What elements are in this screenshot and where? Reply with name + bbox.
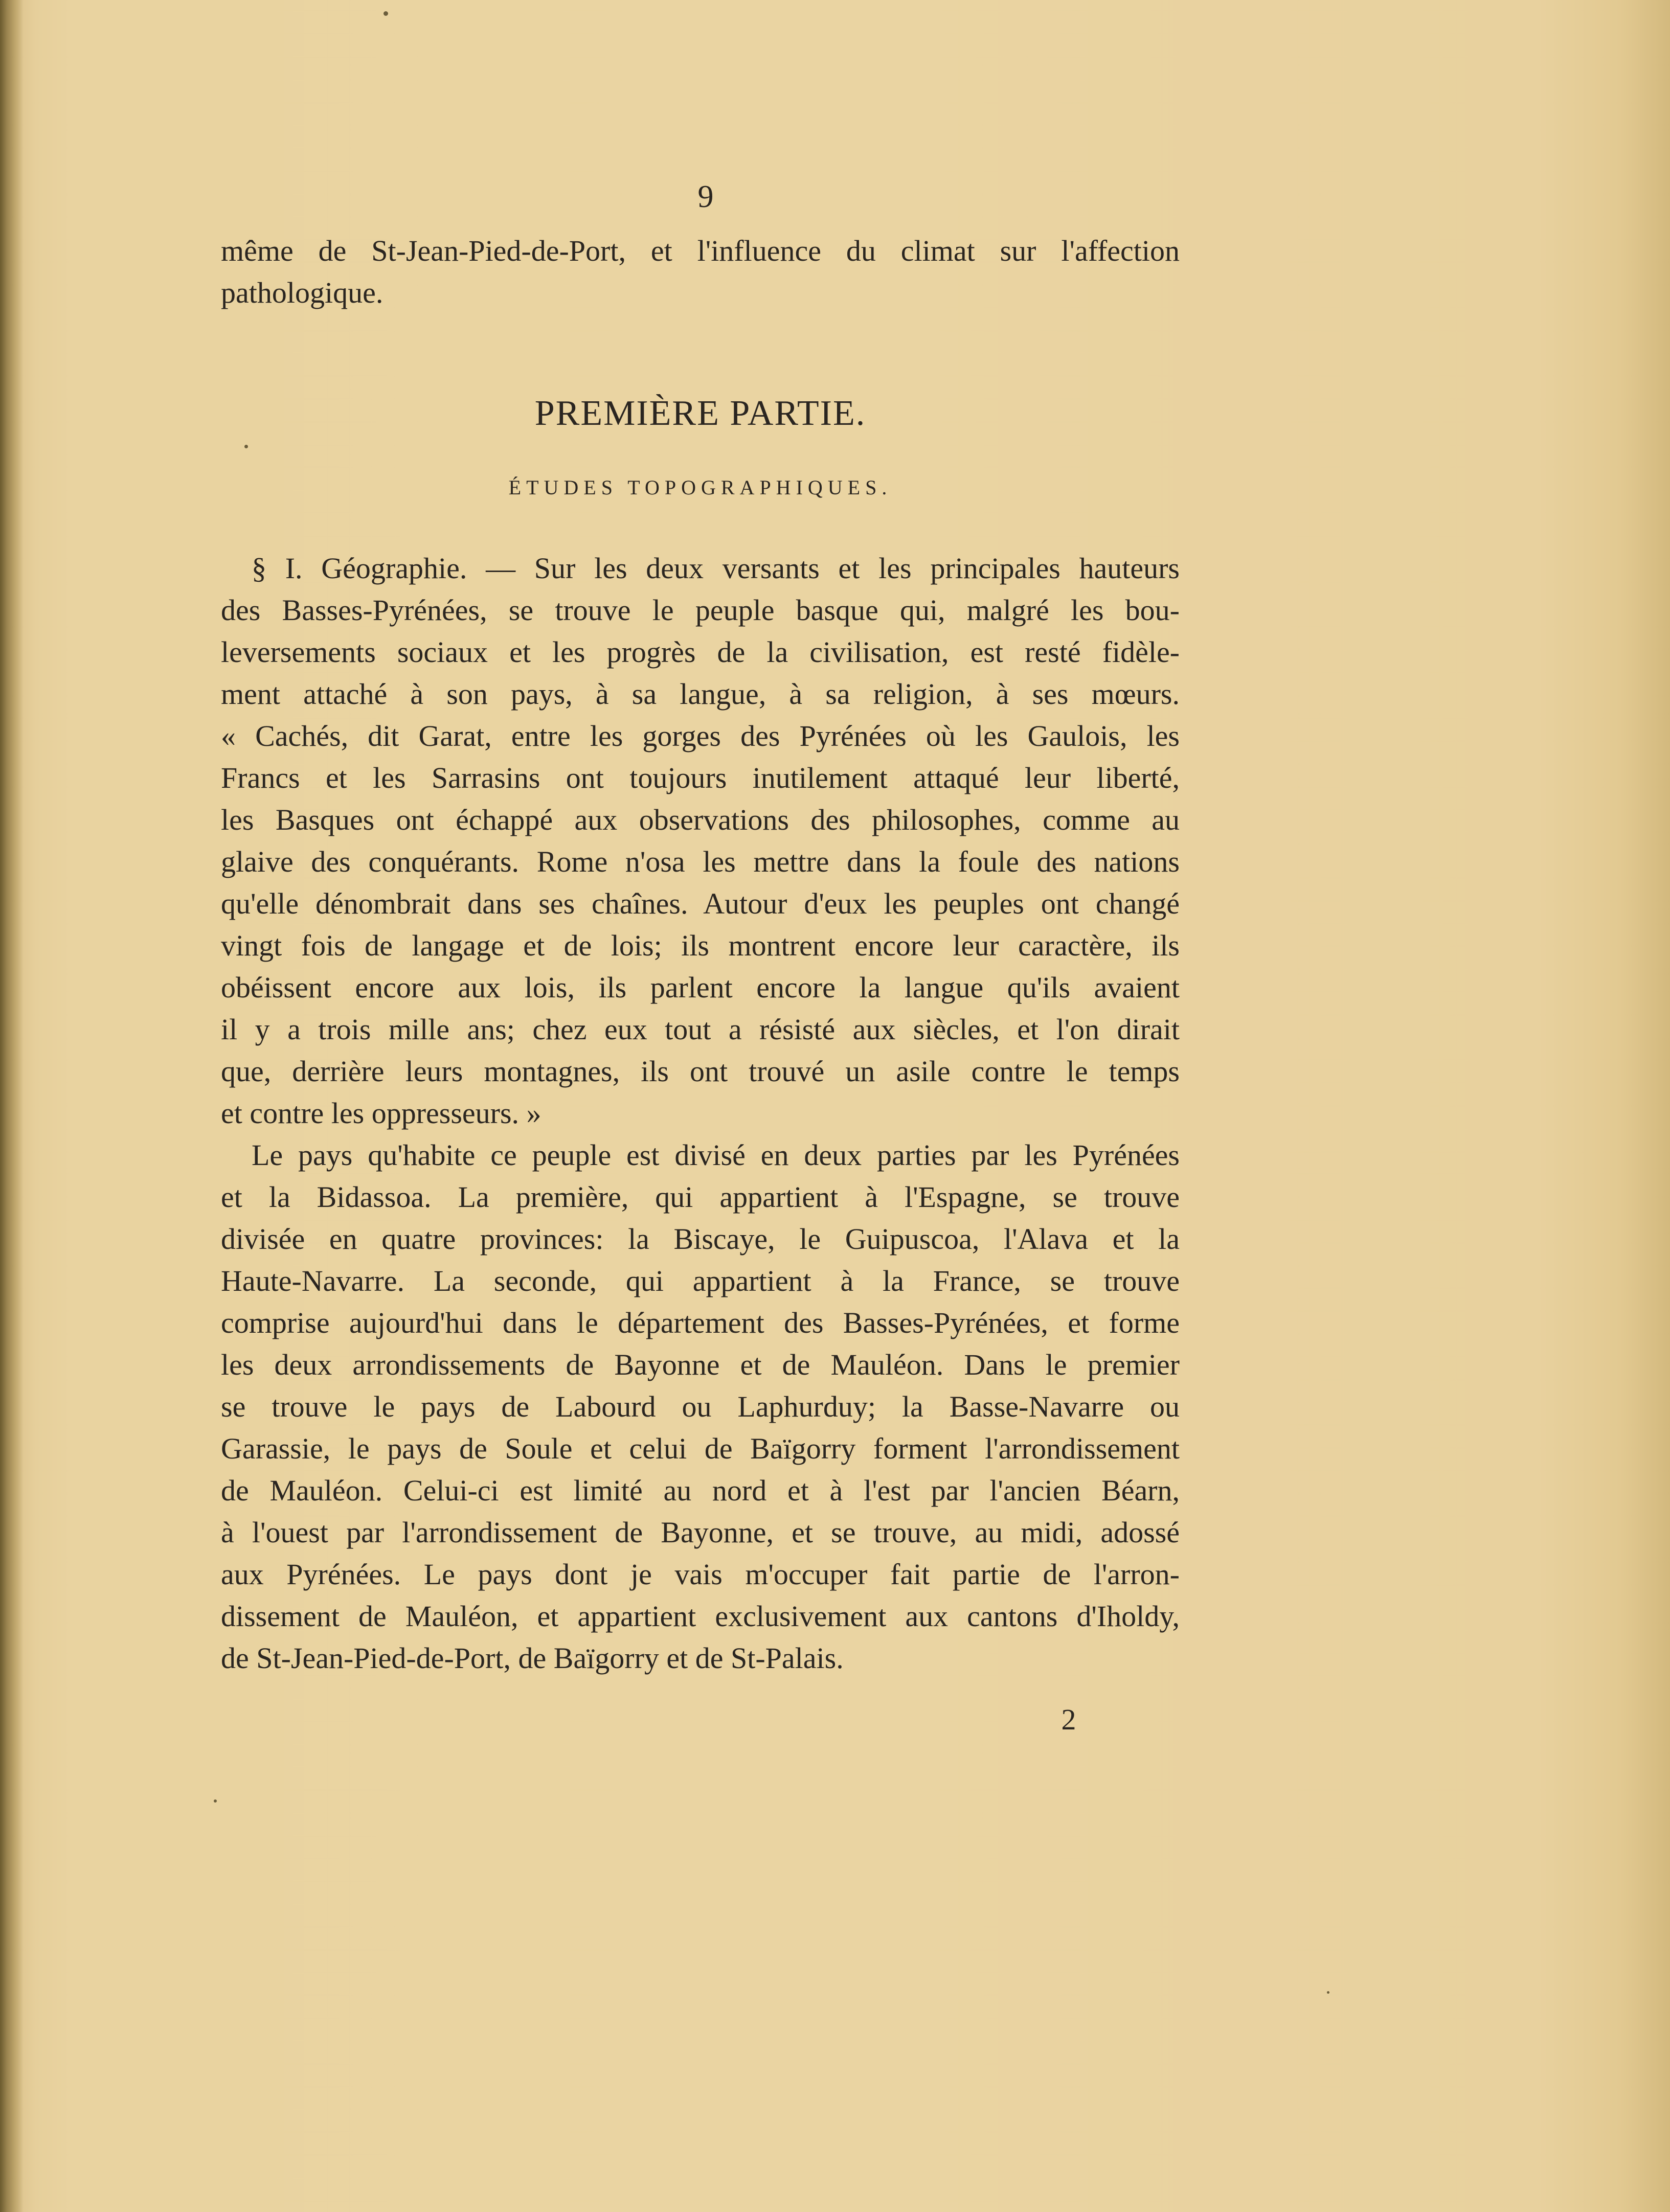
part-title: PREMIÈRE PARTIE.: [534, 394, 866, 433]
text-line: aux Pyrénées. Le pays dont je vais m'occuper fait partie de l'arron-: [221, 1558, 1180, 1591]
text-line: glaive des conquérants. Rome n'osa les mettre dans la foule des nations: [221, 845, 1180, 878]
text-line: qu'elle dénombrait dans ses chaînes. Autour d'eux les peuples ont changé: [221, 887, 1180, 920]
text-line: Garassie, le pays de Soule et celui de Baïgorry forment l'arrondissement: [221, 1432, 1180, 1465]
text-line: que, derrière leurs montagnes, ils ont trouvé un asile contre le temps: [221, 1055, 1180, 1088]
paper-speck: [1327, 1991, 1329, 1994]
text-line: les deux arrondissements de Bayonne et de Mauléon. Dans le premier: [221, 1348, 1180, 1381]
text-line: dissement de Mauléon, et appartient exclusivement aux cantons d'Iholdy,: [221, 1600, 1180, 1633]
text-line: de St-Jean-Pied-de-Port, de Baïgorry et de St-Palais.: [221, 1641, 844, 1675]
text-line: divisée en quatre provinces: la Biscaye, le Guipuscoa, l'Alava et la: [221, 1222, 1180, 1256]
text-line: Francs et les Sarrasins ont toujours inutilement attaqué leur liberté,: [221, 761, 1180, 794]
section-subtitle: ÉTUDES TOPOGRAPHIQUES.: [508, 476, 892, 499]
text-line: obéissent encore aux lois, ils parlent encore la langue qu'ils avaient: [221, 971, 1180, 1004]
text-line: les Basques ont échappé aux observations des philosophes, comme au: [221, 803, 1180, 836]
text-line: des Basses-Pyrénées, se trouve le peuple basque qui, malgré les bou-: [221, 594, 1180, 627]
text-line: leversements sociaux et les progrès de la civilisation, est resté fidèle-: [221, 635, 1180, 669]
text-line: à l'ouest par l'arrondissement de Bayonne, et se trouve, au midi, adossé: [221, 1516, 1180, 1549]
page-number: 9: [697, 179, 714, 214]
text-line: vingt fois de langage et de lois; ils montrent encore leur caractère, ils: [221, 929, 1180, 962]
text-line: § I. Géographie. — Sur les deux versants et les principales hauteurs: [252, 552, 1180, 585]
text-line: Le pays qu'habite ce peuple est divisé en deux parties par les Pyrénées: [252, 1138, 1180, 1172]
text-line: comprise aujourd'hui dans le département des Basses-Pyrénées, et forme: [221, 1306, 1180, 1339]
text-line: et la Bidassoa. La première, qui appartient à l'Espagne, se trouve: [221, 1180, 1180, 1214]
text-line: pathologique.: [221, 276, 383, 309]
text-line: de Mauléon. Celui-ci est limité au nord et à l'est par l'ancien Béarn,: [221, 1474, 1180, 1507]
page-binding-shadow: [0, 0, 24, 2212]
paper-speck: [214, 1799, 217, 1803]
text-line: et contre les oppresseurs. »: [221, 1097, 541, 1130]
text-line: ment attaché à son pays, à sa langue, à sa religion, à ses mœurs.: [221, 677, 1180, 711]
text-line: il y a trois mille ans; chez eux tout a résisté aux siècles, et l'on dirait: [221, 1013, 1180, 1046]
paper-speck: [383, 11, 388, 16]
text-line: se trouve le pays de Labourd ou Laphurduy; la Basse-Navarre ou: [221, 1390, 1180, 1423]
signature-mark: 2: [1061, 1703, 1076, 1736]
text-line: même de St-Jean-Pied-de-Port, et l'influence du climat sur l'affection: [221, 234, 1180, 267]
text-line: « Cachés, dit Garat, entre les gorges des Pyrénées où les Gaulois, les: [221, 719, 1180, 752]
body-text: [221, 230, 1180, 1679]
text-line: Haute-Navarre. La seconde, qui appartient à la France, se trouve: [221, 1264, 1180, 1297]
